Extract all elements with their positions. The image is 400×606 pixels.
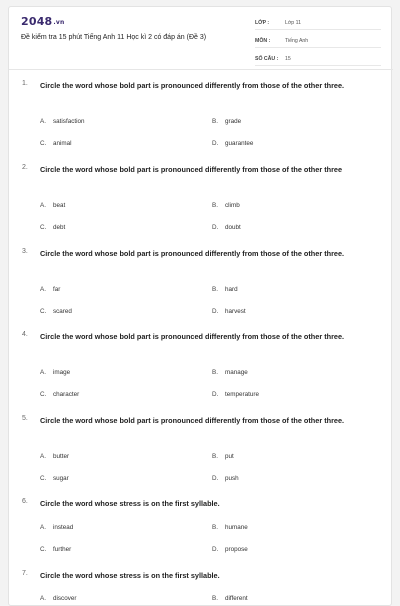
option-text: grade (225, 118, 242, 125)
option-letter: A. (40, 202, 46, 209)
question-number: 3. (22, 248, 28, 255)
option-letter: D. (212, 224, 219, 231)
option-text: propose (225, 546, 248, 553)
option-b[interactable] (212, 202, 240, 209)
option-c[interactable] (40, 475, 69, 482)
meta-value: Lớp 11 (285, 20, 301, 26)
option-text: sugar (53, 475, 69, 482)
option-a[interactable] (40, 369, 70, 376)
document-title: Đề kiểm tra 15 phút Tiếng Anh 11 Học kì 2 có đáp án (Đề 3) (21, 34, 207, 41)
option-b[interactable] (212, 369, 248, 376)
option-letter: A. (40, 595, 46, 602)
option-c[interactable] (40, 391, 79, 398)
document-page (8, 6, 392, 606)
option-d[interactable] (212, 546, 248, 553)
option-letter: C. (40, 224, 47, 231)
question-number: 7. (22, 570, 28, 577)
option-letter: A. (40, 369, 46, 376)
option-text: further (53, 546, 72, 553)
option-letter: D. (212, 391, 219, 398)
option-c[interactable] (40, 140, 72, 147)
option-letter: D. (212, 308, 219, 315)
option-text: humane (225, 524, 248, 531)
option-text: character (53, 391, 80, 398)
option-d[interactable] (212, 308, 246, 315)
option-d[interactable] (212, 475, 239, 482)
logo-text: 2048 (21, 15, 53, 28)
option-text: debt (53, 224, 66, 231)
question-text: Circle the word whose bold part is pronounced differently from those of the other three. (40, 332, 345, 341)
question-text: Circle the word whose bold part is pronounced differently from those of the other three (40, 165, 343, 174)
option-letter: D. (212, 140, 219, 147)
option-a[interactable] (40, 118, 85, 125)
meta-value: 15 (285, 56, 291, 62)
option-letter: A. (40, 524, 46, 531)
option-d[interactable] (212, 140, 253, 147)
question-number: 2. (22, 164, 28, 171)
option-text: instead (53, 524, 74, 531)
option-text: harvest (225, 308, 246, 315)
option-text: put (225, 453, 234, 460)
meta-row-subject (255, 35, 381, 48)
option-b[interactable] (212, 118, 241, 125)
meta-value: Tiếng Anh (285, 38, 309, 44)
option-text: doubt (225, 224, 241, 231)
option-text: scared (53, 308, 72, 315)
option-letter: B. (212, 524, 218, 531)
meta-key: MÔN : (255, 38, 271, 44)
option-letter: B. (212, 202, 218, 209)
option-text: image (53, 369, 71, 376)
option-c[interactable] (40, 546, 71, 553)
option-a[interactable] (40, 524, 73, 531)
logo-suffix: .vn (53, 19, 65, 26)
option-letter: B. (212, 369, 218, 376)
option-letter: C. (40, 475, 47, 482)
option-letter: C. (40, 546, 47, 553)
option-text: hard (225, 286, 238, 293)
option-letter: D. (212, 546, 219, 553)
option-text: different (225, 595, 248, 602)
option-a[interactable] (40, 595, 76, 602)
option-text: animal (53, 140, 72, 147)
option-text: guarantee (225, 140, 254, 147)
option-letter: B. (212, 595, 218, 602)
document-header (9, 7, 393, 69)
question-text: Circle the word whose bold part is pronounced differently from those of the other three. (40, 81, 345, 90)
option-b[interactable] (212, 453, 234, 460)
option-letter: A. (40, 118, 46, 125)
question-number: 1. (22, 80, 28, 87)
option-b[interactable] (212, 524, 248, 531)
option-c[interactable] (40, 308, 72, 315)
question-number: 4. (22, 331, 28, 338)
question-text: Circle the word whose bold part is pronounced differently from those of the other three. (40, 249, 345, 258)
option-letter: C. (40, 308, 47, 315)
option-d[interactable] (212, 391, 259, 398)
option-text: butter (53, 453, 70, 460)
option-text: discover (53, 595, 77, 602)
option-letter: B. (212, 453, 218, 460)
question-text: Circle the word whose stress is on the first syllable. (40, 499, 220, 508)
option-letter: A. (40, 453, 46, 460)
option-text: temperature (225, 391, 259, 398)
option-text: satisfaction (53, 118, 85, 125)
option-letter: B. (212, 118, 218, 125)
meta-row-class (255, 17, 381, 30)
option-letter: C. (40, 391, 47, 398)
option-text: climb (225, 202, 240, 209)
header-divider (9, 69, 393, 70)
document-meta (255, 17, 381, 71)
option-text: push (225, 475, 239, 482)
option-c[interactable] (40, 224, 65, 231)
question-number: 5. (22, 415, 28, 422)
option-text: manage (225, 369, 248, 376)
question-text: Circle the word whose stress is on the first syllable. (40, 571, 220, 580)
option-text: beat (53, 202, 66, 209)
option-letter: C. (40, 140, 47, 147)
question-text: Circle the word whose bold part is pronounced differently from those of the other three. (40, 416, 345, 425)
option-d[interactable] (212, 224, 241, 231)
option-text: far (53, 286, 61, 293)
meta-key: SỐ CÂU : (255, 56, 279, 62)
meta-row-count (255, 53, 381, 66)
option-a[interactable] (40, 202, 65, 209)
option-letter: A. (40, 286, 46, 293)
option-letter: D. (212, 475, 219, 482)
option-letter: B. (212, 286, 218, 293)
option-a[interactable] (40, 453, 69, 460)
option-b[interactable] (212, 286, 238, 293)
question-number: 6. (22, 498, 28, 505)
meta-key: LỚP : (255, 20, 270, 26)
option-b[interactable] (212, 595, 248, 602)
option-a[interactable] (40, 286, 60, 293)
site-logo[interactable] (21, 15, 64, 28)
